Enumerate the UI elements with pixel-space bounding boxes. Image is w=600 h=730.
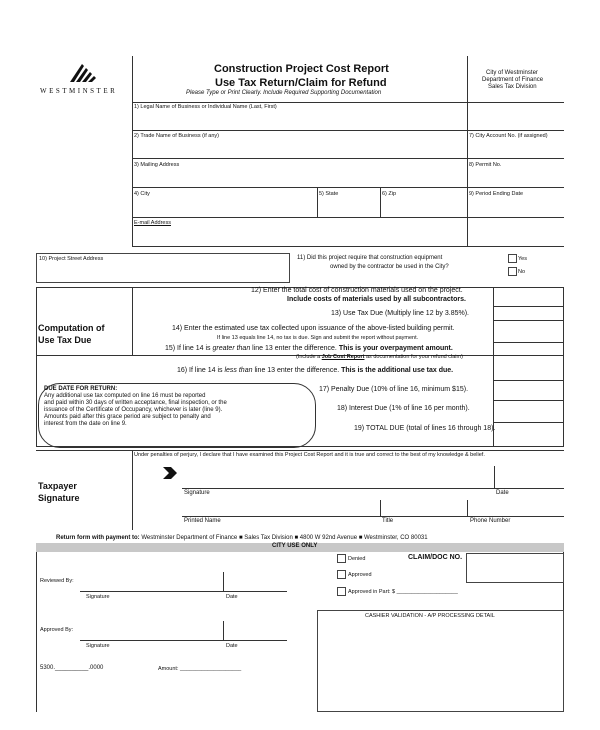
project-street-address-box[interactable] [36,253,290,283]
due-date-body5: interest from the date on line 9. [44,421,127,427]
form-title-line2: Use Tax Return/Claim for Refund [215,77,387,89]
form-subtitle: Please Type or Print Clearly. Include Required Supporting Documentation [186,90,382,96]
field-state[interactable]: 5) State [319,191,339,197]
approved-date-caption: Date [226,643,238,649]
computation-label-line1: Computation of [38,323,105,333]
reviewed-signature-caption: Signature [86,594,110,600]
computation-label-line2: Use Tax Due [38,335,92,345]
due-date-body1: Any additional use tax computed on line 16 must be reported [44,393,206,399]
approved-by-label: Approved By: [40,627,74,633]
line-16-text: 16) If line 14 is less than line 13 enter the difference. This is the additional use tax due. [177,367,454,374]
city-line3: Sales Tax Division [488,84,537,90]
field-permit-no[interactable]: 8) Permit No. [469,162,502,168]
field-mailing-address[interactable]: 3) Mailing Address [134,162,180,168]
denied-checkbox[interactable] [337,554,346,563]
claim-doc-label: CLAIM/DOC NO. [408,554,463,561]
return-instructions: Return form with payment to: Westminster Department of Finance ■ Sales Tax Division ■ 4800 W 92nd Avenue ■ Westminster, CO 80031 [56,535,428,541]
line-14-text: 14) Enter the estimated use tax collected upon issuance of the above-listed building permit. [172,325,455,332]
yes-label: Yes [518,256,527,262]
printed-name-caption: Printed Name [184,518,221,524]
no-checkbox[interactable] [508,267,517,276]
signature-caption: Signature [184,490,210,496]
signature-label-line2: Signature [38,493,80,503]
city-line2: Department of Finance [482,77,544,83]
field-project-street-address: 10) Project Street Address [39,256,104,262]
line-18-text: 18) Interest Due (1% of line 16 per month). [337,405,470,412]
field-city[interactable]: 4) City [134,191,150,197]
field-city-account[interactable]: 7) City Account No. (if assigned) [469,133,548,139]
date-caption: Date [496,490,509,496]
yes-checkbox[interactable] [508,254,517,263]
field-email[interactable]: E-mail Address [134,220,171,226]
perjury-statement: Under penalties of perjury, I declare that I have examined this Project Cost Report and it is true and correct to the best of my knowledge & belief. [134,452,485,458]
line-12-text: 12) Enter the total cost of construction materials used on the project. [251,287,463,294]
due-date-title: DUE DATE FOR RETURN: [44,386,118,392]
line-13-text: 13) Use Tax Due (Multiply line 12 by 3.85%). [331,310,469,317]
line-17-text: 17) Penalty Due (10% of line 16, minimum $15). [319,386,469,393]
westminster-logo-icon [66,62,100,84]
city-use-only-bar [36,543,564,552]
approved-signature-caption: Signature [86,643,110,649]
logo-wordmark: WESTMINSTER [40,87,118,95]
reviewed-date-caption: Date [226,594,238,600]
title-caption: Title [382,518,394,524]
sign-here-arrow-icon [163,466,177,478]
field-trade-name[interactable]: 2) Trade Name of Business (if any) [134,133,219,139]
cashier-validation-box[interactable] [317,610,564,712]
denied-label: Denied [348,556,366,562]
reviewed-by-label: Reviewed By: [40,578,74,584]
due-date-body4: Amounts paid after this grace period are subject to penalty and [44,414,211,420]
approved-in-part-label: Approved in Part: $ ____________________ [348,589,458,595]
cashier-validation-title: CASHIER VALIDATION - A/P PROCESSING DETAIL [365,613,495,619]
phone-caption: Phone Number [470,518,511,524]
account-code[interactable]: 5300.__________.0000 [40,665,104,671]
line-14-note: If line 13 equals line 14, no tax is due. Sign and submit the report without payment. [217,335,419,341]
amount-field[interactable]: Amount: ____________________ [158,666,242,672]
approved-in-part-checkbox[interactable] [337,587,346,596]
city-use-only-title: CITY USE ONLY [272,543,318,549]
signature-label-line1: Taxpayer [38,481,77,491]
question-11-line1: 11) Did this project require that construction equipment [297,255,443,261]
line-19-text: 19) TOTAL DUE (total of lines 16 through 18). [354,425,496,432]
due-date-body2: and paid within 30 days of written acceptance, final inspection, or the [44,400,227,406]
line-15-text: 15) If line 14 is greater than line 13 enter the difference. This is your overpayment amount. [165,345,453,352]
field-period-ending[interactable]: 9) Period Ending Date [469,191,524,197]
form-title-line1: Construction Project Cost Report [214,63,389,75]
approved-checkbox[interactable] [337,570,346,579]
claim-doc-box[interactable] [466,553,564,583]
question-11-line2: owned by the contractor be used in the City? [330,264,449,270]
approved-label: Approved [348,572,372,578]
field-zip[interactable]: 6) Zip [382,191,397,197]
line-15-note: (Include a Job Cost Report as documentation for your refund claim) [296,354,463,360]
city-line1: City of Westminster [486,70,538,76]
field-legal-name[interactable]: 1) Legal Name of Business or Individual Name (Last, First) [134,104,277,110]
line-12-note: Include costs of materials used by all subcontractors. [287,296,466,303]
due-date-body3: issuance of the Certificate of Occupancy, whichever is later (line 9). [44,407,223,413]
no-label: No [518,269,526,275]
